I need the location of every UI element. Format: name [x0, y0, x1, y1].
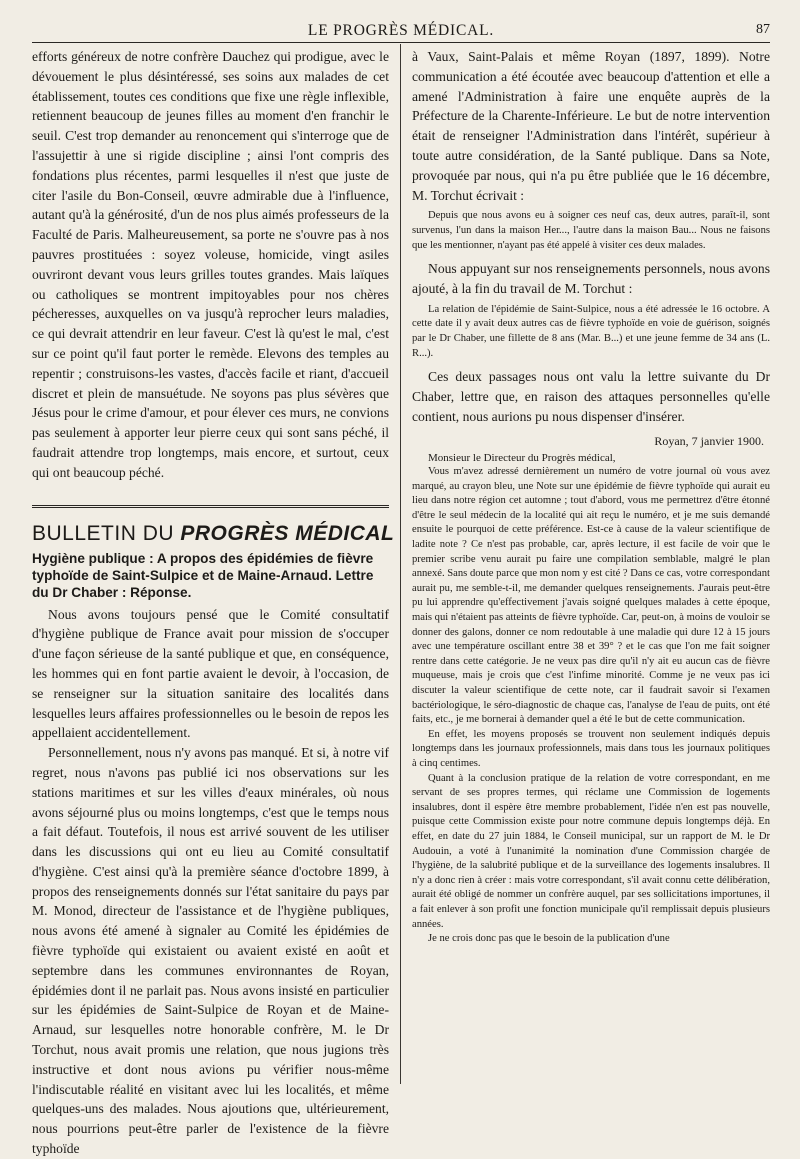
left-column	[32, 47, 395, 1159]
paragraph: Nous appuyant sur nos renseignements personnels, nous avons ajouté, à la fin du travail de M. Torchut :	[412, 261, 770, 296]
column-divider	[400, 44, 401, 1084]
letter-salutation: Monsieur le Directeur du Progrès médical,	[428, 451, 616, 464]
letter-date: Royan, 7 janvier 1900.	[654, 433, 764, 448]
article-heading: Hygiène publique : A propos des épidémies de fièvre typhoïde de Saint-Sulpice et de Maine-Arnaud. Lettre du Dr Chaber : Réponse.	[32, 550, 374, 600]
letter-paragraph: En effet, les moyens proposés se trouvent non seulement indiqués depuis longtemps dans les journaux professionnels, mais dans tous les journaux politiques à cinq centimes.	[412, 728, 770, 769]
section-rule	[32, 505, 389, 508]
bulletin-title	[32, 521, 395, 546]
right-column	[412, 47, 770, 947]
paragraph: Nous avons toujours pensé que le Comité consultatif d'hygiène publique de France avait pour mission de s'occuper d'une façon sérieuse de la santé publique et que, en conséquence, les hommes qui en font partie avaient le devoir, à l'occasion, de se renseigner sur la situation sanitaire des localités dans lesquelles leurs affaires professionnelles ou le besoin de repos les appellaient accidentellement.	[32, 606, 389, 741]
paragraph-continuation: efforts généreux de notre confrère Dauchez qui prodigue, avec le dévouement le plus désintéressé, ses soins aux malades de cet établissement, toutes ces conditions que fixe une règle inflexible, retiennent beaucoup de jeunes filles au moment d'en franchir le seuil. C'est trop demander au renoncement qui s'interroge que de l'assujettir à une si rigide discipline ; ainsi l'ont compris des fondations plus récentes, parmi lesquelles il n'est que juste de citer l'asile du Bon-Conseil, œuvre admirable due à l'influence, autant qu'à la générosité, d'un de nos plus aimés professeurs de la Faculté de Paris. Malheureusement, sa porte ne s'ouvre pas à nos pauvres prostituées : soyez voleuse, homicide, vingt asiles ouvriront devant vous leurs grilles toutes grandes. Mais laïques ou catholiques se montrent impitoyables pour nos chères pécheresses, auxquelles on va jusqu'à reprocher leurs maladies, ce qui devrait attendrir en leur faveur. C'est là qu'est le mal, c'est sur ce point qu'il faut porter le remède. Elevons des temples au repentir ; construisons-les vastes, d'accès facile et riant, d'accueil discret et plein de mansuétude. Ne soyons pas plus sévères que Jésus pour le crime d'amour, et pour élever ces murs, ne convions pas seulement à apporter leur pierre ceux qui sont sans péché, il faudrait attendre trop longtemps, mais encore, et surtout, ceux qui ont beaucoup péché.	[32, 49, 389, 480]
bulletin-title-journal: PROGRÈS MÉDICAL	[180, 521, 395, 545]
running-title: LE PROGRÈS MÉDICAL.	[307, 22, 495, 39]
paragraph: Ces deux passages nous ont valu la lettre suivante du Dr Chaber, lettre que, en raison des attaques personnelles qu'elle contient, nous aurions pu nous dispenser d'insérer.	[412, 369, 770, 424]
page-header	[32, 20, 770, 43]
bulletin-title-prefix: BULLETIN DU	[32, 521, 181, 545]
letter-paragraph: Quant à la conclusion pratique de la relation de votre correspondant, en me servant de ses propres termes, qui réclame une Commission de logements insalubres, dont il espère être membre probablement, l'idée n'en est pas nouvelle, puisque cette Commission existe pour notre commune depuis longtemps déjà. En effet, en date du 27 juin 1884, le Conseil municipal, sur un rapport de M. le Dr Audouin, a voté à l'unanimité la nomination d'une Commission chargée de l'hygiène, de la salubrité publique et de la surveillance des logements insalubres. Il n'y a donc rien à créer : mais votre correspondant, s'il avait connu cette délibération, aurait été obligé de nommer un confrère auquel, par ses sollicitations importunes, il a fait enlever à son profit une fonction municipale qu'il remplissait depuis plusieurs années.	[412, 772, 770, 930]
paragraph: Personnellement, nous n'y avons pas manqué. Et si, à notre vif regret, nous n'avons pas publié ici nos observations sur les stations maritimes et sur les villes d'eaux minérales, où nous avons séjourné plus ou moins longtemps, c'est que le temps nous a fait défaut. Toutefois, il nous est arrivé souvent de les utiliser dans les discussions qui ont eu lieu au Comité consultatif d'hygiène. C'est ainsi qu'à la première séance d'octobre 1899, à propos des renseignements donnés sur l'état sanitaire du pays par M. Monod, directeur de l'assistance et de l'hygiène publiques, nous avons été amené à signaler au Comité les épidémies de fièvre typhoïde qui existaient ou avaient existé en août et septembre dans les communes environnantes de Royan, épidémies dont il ne parlait pas. Nous avons insisté en particulier sur les épidémies de Saint-Sulpice de Royan et de Maine-Arnaud, sur lesquelles notre honorable confrère, M. le Dr Torchut, nous avait promis une relation, que nous jugions très instructive et dont nous avions pu vérifier nous-même l'indiscutable réalité en visitant avec lui les localités, et même quelques-uns des malades. Nous ajoutions que, ultérieurement, nous pourrions peut-être parler de l'existence de la fièvre typhoïde	[32, 745, 389, 1157]
paragraph-continuation: à Vaux, Saint-Palais et même Royan (1897, 1899). Notre communication a été écoutée avec beaucoup d'attention et elle a amené l'Administration à faire une enquête auprès de la Préfecture de la Charente-Inférieure. Le but de notre intervention était de renseigner l'Administration dans l'intérêt, supérieur à toute autre considération, de la Santé publique. Dans sa Note, provoquée par nous, qui n'a pu être publiée que le 16 décembre, M. Torchut écrivait :	[412, 49, 770, 203]
page-number: 87	[756, 22, 770, 37]
block-quote: Depuis que nous avons eu à soigner ces neuf cas, deux autres, paraît-il, sont survenus, l'un dans la maison Her..., l'autre dans la maison Bau... Nous ne faisons que les mentionner, n'ayant pas été appelé à visiter ces deux malades.	[412, 210, 770, 251]
letter-paragraph: Je ne crois donc pas que le besoin de la publication d'une	[428, 933, 670, 945]
block-quote: La relation de l'épidémie de Saint-Sulpice, nous a été adressée le 16 octobre. A cette date il y avait deux autres cas de fièvre typhoïde en voie de guérison, soignés par le Dr Chaber, une fillette de 8 ans (Mar. B...) et une jeune femme de 34 ans (L. R...).	[412, 303, 770, 359]
letter-paragraph: Vous m'avez adressé dernièrement un numéro de votre journal où vous avez marqué, au crayon bleu, une Note sur une épidémie de fièvre typhoïde qui aurait eu lieu dans notre région cet automne ; tout d'abord, vous me permettrez d'être étonné d'être le seul médecin de la localité qui ait reçu le numéro, et je me suis demandé ensuite le pourquoi de cette préférence. Est-ce à cause de la valeur scientifique de ladite note ? Ce n'est pas probable, car, après lecture, il est facile de voir que le premier scribe venu aurait pu faire une compilation semblable, malgré le plan annexé. Sans doute parce que mon nom y est cité ? Dans ce cas, votre correspondant aurait pu, me semble-t-il, me demander quelques renseignements. J'aurais peut-être pu lui apprendre qu'effectivement j'avais soigné quelques malades à cette époque, mais qui n'étaient pas atteints de fièvre typhoïde. Car, peut-on, à moins de vouloir se donner des galons, donner ce nom redoutable à une maladie qui dure 12 à 15 jours avec une température oscillant entre 38 et 39° ? et le cas que l'on me fait soigner rentre dans cette catégorie. Je ne veux pas dire qu'il n'y ait eu aucun cas de fièvre muqueuse, mais je crois que c'est l'infime minorité. Comme je ne veux pas ici discuter la valeur scientifique de cette note, car il faudrait savoir si l'examen bactériologique, le séro-diagnostic de chaque cas, l'analyse de l'eau de puits, ont été faits, etc., je me bornerai à demander quel a été le but de cette communication.	[412, 466, 770, 726]
